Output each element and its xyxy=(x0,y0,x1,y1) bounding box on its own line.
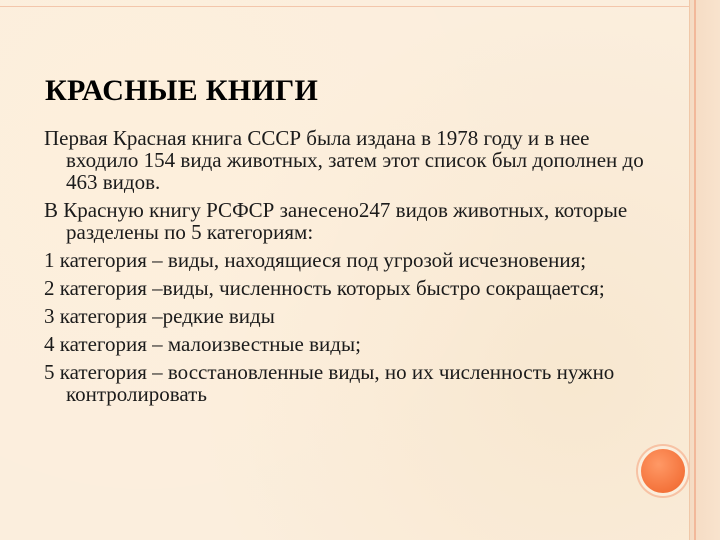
slide-body xyxy=(44,127,644,411)
paragraph-5: 3 категория –редкие виды xyxy=(44,304,275,328)
slide-title: КРАСНЫЕ КНИГИ xyxy=(45,74,319,107)
orange-circle-decoration xyxy=(641,449,685,493)
paragraph-7: 5 категория – восстановленные виды, но их численность нужно контролировать xyxy=(44,360,615,406)
paragraph-1: Первая Красная книга СССР была издана в 1978 году и в нее входило 154 вида животных, затем этот список был дополнен до 463 видов. xyxy=(44,126,644,194)
right-decorative-line xyxy=(694,0,696,540)
top-border-line xyxy=(0,6,690,7)
paragraph-2: В Красную книгу РСФСР занесено247 видов животных, которые разделены по 5 категориям: xyxy=(44,198,628,244)
paragraph-6: 4 категория – малоизвестные виды; xyxy=(44,332,361,356)
paragraph-4: 2 категория –виды, численность которых быстро сокращается; xyxy=(44,276,605,300)
paragraph-3: 1 категория – виды, находящиеся под угрозой исчезновения; xyxy=(44,248,587,272)
